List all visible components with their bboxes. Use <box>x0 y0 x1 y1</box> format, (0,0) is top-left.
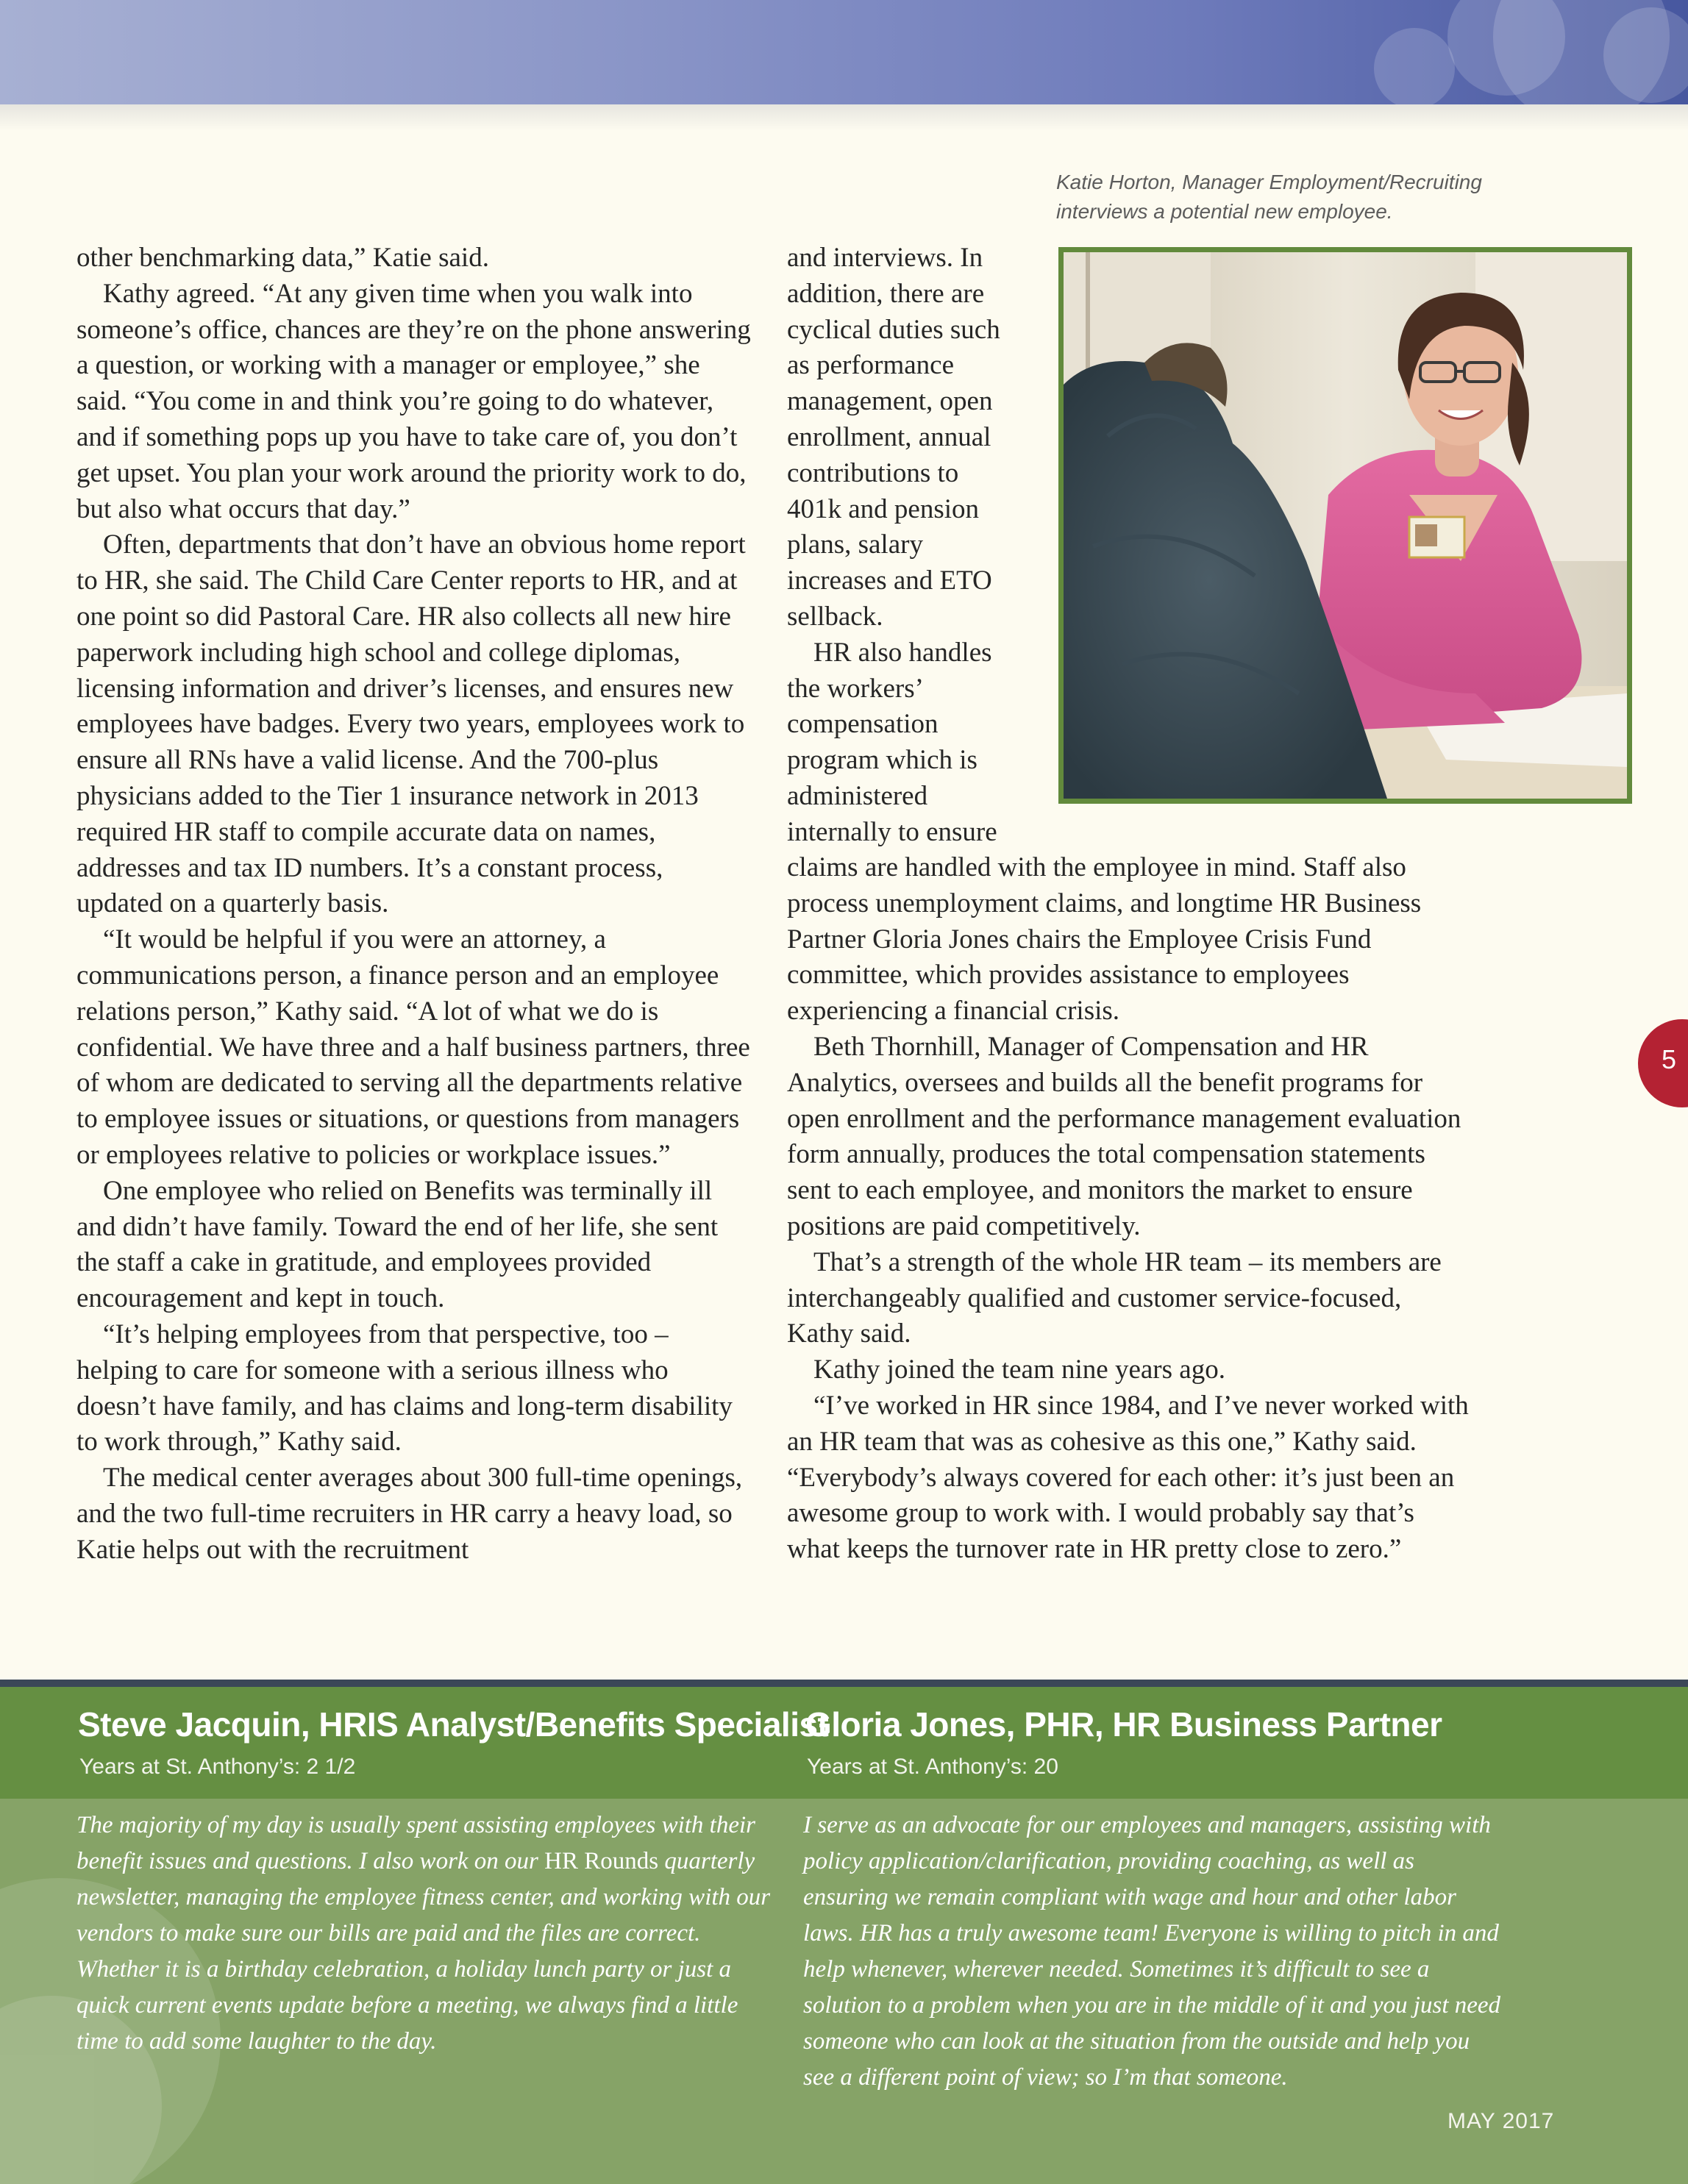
article-paragraph: Kathy joined the team nine years ago. <box>813 1355 1225 1385</box>
article-paragraph: “I’ve worked in HR since 1984, and I’ve never worked with an HR team that was as cohesive as this one,” Kathy said. “Everybody’s always covered for each other: it’s just been an awesome group to work with. I would probably say that’s what keeps the turnover rate in HR pretty close to zero.” <box>787 1390 1469 1565</box>
profile-quote <box>76 1807 775 2060</box>
interview-photo-illustration <box>1064 252 1627 799</box>
article-paragraph: other benchmarking data,” Katie said. <box>76 243 489 273</box>
caption-line: Katie Horton, Manager Employment/Recruiting <box>1056 171 1482 193</box>
article-paragraph: That’s a strength of the whole HR team – its members are interchangeably qualified and customer service-focused, Kathy said. <box>787 1246 1442 1349</box>
interview-photo <box>1058 247 1632 804</box>
issue-date: MAY 2017 <box>1447 2109 1555 2133</box>
article-paragraph: “It would be helpful if you were an attorney, a communications person, a finance person and an employee relations person,” Kathy said. “A lot of what we do is confidential. We have three and a half business partners, three of whom are dedicated to serving all the departments relative to employee issues or situations, or questions from managers or employees relative to policies or workplace issues.” <box>76 924 750 1170</box>
quote-text: quarterly newsletter, managing the employee fitness center, and working with our vendors to make sure our bills are paid and the files are correct. Whether it is a birthday celebration, a holiday lunch party or just a quick current events update before a meeting, we always find a little time to add some laughter to the day. <box>76 1848 771 2055</box>
article-paragraph: claims are handled with the employee in mind. Staff also process unemployment claims, and longtime HR Business Partner Gloria Jones chairs the Employee Crisis Fund committee, which provides assistance to employees experiencing a financial crisis. <box>787 852 1422 1027</box>
page-number: 5 <box>1661 1044 1677 1074</box>
article-paragraph: and interviews. In addition, there are cyclical duties such as performance management, open enrollment, annual contributions to 401k and pension plans, salary increases and ETO sellback. <box>787 243 1000 632</box>
publication-title: HR Rounds <box>544 1848 659 1874</box>
article-column-middle <box>787 240 1008 851</box>
profile-name: Gloria Jones, PHR, HR Business Partner <box>805 1705 1442 1744</box>
article-paragraph: Often, departments that don’t have an obvious home report to HR, she said. The Child Care Center reports to HR, and at one point so did Pastoral Care. HR also collects all new hire paperwork including high school and college diplomas, licensing information and driver’s licenses, and ensures new employees have badges. Every two years, employees work to ensure all RNs have a valid license. And the 700-plus physicians added to the Tier 1 insurance network in 2013 required HR staff to compile accurate data on names, addresses and tax ID numbers. It’s a constant process, updated on a quarterly basis. <box>76 529 746 919</box>
profile-years: Years at St. Anthony’s: 20 <box>807 1755 1058 1779</box>
article-paragraph: The medical center averages about 300 full-time openings, and the two full-time recruiters in HR carry a heavy load, so Katie helps out with the recruitment <box>76 1463 743 1565</box>
article-column-right <box>787 850 1471 1568</box>
photo-caption <box>1056 168 1571 226</box>
header-band <box>0 0 1688 104</box>
panel-divider <box>0 1680 1688 1687</box>
article-paragraph: HR also handles the workers’ compensation program which is administered internally to ensure <box>787 637 997 847</box>
article-paragraph: “It’s helping employees from that perspective, too – helping to care for someone with a serious illness who doesn’t have family, and has claims and long-term disability to work through,” Kathy said. <box>76 1318 733 1457</box>
profile-quote: I serve as an advocate for our employees and managers, assisting with policy application/clarification, providing coaching, as well as ensuring we remain compliant with wage and hour and other labor laws. HR has a truly awesome team! Everyone is willing to pitch in and help whenever, wherever needed. Sometimes it’s difficult to see a solution to a problem when you are in the middle of it and you just need someone who can look at the situation from the outside and help you see a different point of view; so I’m that someone. <box>803 1812 1501 2091</box>
article-paragraph: Kathy agreed. “At any given time when you walk into someone’s office, chances are they’re on the phone answering a question, or working with a manager or employee,” she said. “You come in and think you’re going to do whatever, and if something pops up you have to take care of, you don’t get upset. You plan your work around the priority work to do, but also what occurs that day.” <box>76 278 751 524</box>
article-column-left <box>76 240 753 1568</box>
header-shadow <box>0 104 1688 131</box>
article-paragraph: One employee who relied on Benefits was terminally ill and didn’t have family. Toward the end of her life, she sent the staff a cake in gratitude, and employees provided encouragement and kept in touch. <box>76 1175 719 1314</box>
profile-years: Years at St. Anthony’s: 2 1/2 <box>79 1755 356 1779</box>
profile-name: Steve Jacquin, HRIS Analyst/Benefits Specialist <box>78 1705 829 1744</box>
decorative-bubble <box>1374 28 1455 104</box>
quote-text: The majority of my day is usually spent assisting employees with their benefit issues and questions. I also work on our <box>76 1812 756 1874</box>
article-paragraph: Beth Thornhill, Manager of Compensation and HR Analytics, oversees and builds all the benefit programs for open enrollment and the performance management evaluation form annually, produces the total compensation statements sent to each employee, and monitors the market to ensure positions are paid competitively. <box>787 1031 1461 1241</box>
caption-line: interviews a potential new employee. <box>1056 200 1393 223</box>
